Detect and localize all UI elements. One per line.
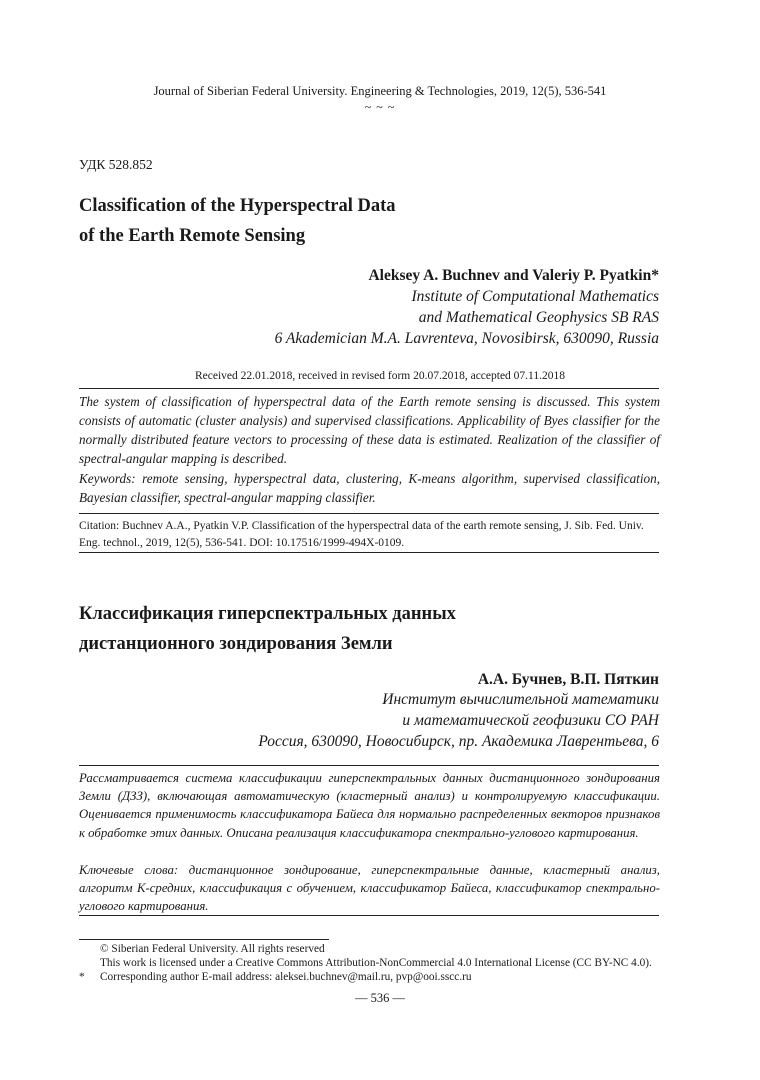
footnote-copyright	[79, 943, 325, 955]
divider	[79, 765, 659, 766]
russian-title-line1: Классификация гиперспектральных данных	[79, 604, 456, 624]
divider	[79, 552, 659, 553]
header-separator: ~ ~ ~	[364, 100, 396, 114]
page-number: — 536 —	[355, 991, 405, 1005]
english-keywords: Keywords: remote sensing, hyperspectral data, clustering, K-means algorithm, supervised classification, Bayesian classifier, spectral-angular mapping classifier.	[79, 471, 660, 505]
russian-affiliation-line2: и математической геофизики СО РАН	[402, 712, 659, 729]
english-affiliation-line2: and Mathematical Geophysics SB RAS	[418, 309, 659, 326]
copyright-text: © Siberian Federal University. All rights reserved	[100, 943, 325, 955]
journal-header: Journal of Siberian Federal University. Engineering & Technologies, 2019, 12(5), 536-541	[153, 84, 607, 98]
russian-title-line2: дистанционного зондирования Земли	[79, 634, 393, 654]
russian-affiliation-line1: Институт вычислительной математики	[382, 691, 659, 708]
divider	[79, 915, 659, 916]
corresponding-text: Corresponding author E-mail address: aleksei.buchnev@mail.ru, pvp@ooi.sscc.ru	[100, 971, 472, 983]
received-dates: Received 22.01.2018, received in revised form 20.07.2018, accepted 07.11.2018	[194, 370, 566, 382]
license-text: This work is licensed under a Creative Commons Attribution-NonCommercial 4.0 International License (CC BY-NC 4.0).	[100, 957, 652, 969]
english-title-line2: of the Earth Remote Sensing	[79, 226, 306, 246]
english-title-line1: Classification of the Hyperspectral Data	[79, 196, 396, 216]
russian-affiliation-line3: Россия, 630090, Новосибирск, пр. Академика Лаврентьева, 6	[258, 733, 659, 750]
footnote-corresponding	[79, 971, 472, 983]
english-authors: Aleksey A. Buchnev and Valeriy P. Pyatkin*	[368, 267, 659, 284]
russian-abstract: Рассматривается система классификации гиперспектральных данных дистанционного зондирования Земли (ДЗЗ), включающая автоматическую (кластерный анализ) и контролируемую классификации. Оценивается применимость классификатора Байеса для нормально распределенных векторов признаков к обработке этих данных. Описана реализация классификатора спектрально-углового картирования.	[79, 771, 660, 840]
english-abstract: The system of classification of hyperspectral data of the Earth remote sensing is discussed. This system consists of automatic (cluster analysis) and supervised classifications. Applicability of Byes classifier for the normally distributed feature vectors to processing of these data is estimated. Realization of the classifier of spectral-angular mapping is described.	[79, 394, 660, 466]
divider	[79, 513, 659, 514]
russian-keywords: Ключевые слова: дистанционное зондирование, гиперспектральные данные, кластерный анализ, алгоритм К-средних, классификация с обучением, классификатор Байеса, классификатор спектрально-углового картирования.	[79, 863, 660, 914]
citation: Citation: Buchnev A.A., Pyatkin V.P. Classification of the hyperspectral data of the earth remote sensing, J. Sib. Fed. Univ. Eng. technol., 2019, 12(5), 536-541. DOI: 10.17516/1999-494X-0109.	[79, 520, 644, 549]
footnote-license	[79, 957, 652, 969]
russian-authors: А.А. Бучнев, В.П. Пяткин	[477, 671, 659, 688]
english-affiliation-line1: Institute of Computational Mathematics	[411, 288, 659, 305]
divider	[79, 388, 659, 389]
udk-code: УДК 528.852	[79, 157, 153, 172]
asterisk-mark: *	[79, 971, 85, 983]
english-affiliation-line3: 6 Akademician M.A. Lavrenteva, Novosibirsk, 630090, Russia	[274, 330, 659, 347]
footnote-divider	[79, 939, 329, 940]
